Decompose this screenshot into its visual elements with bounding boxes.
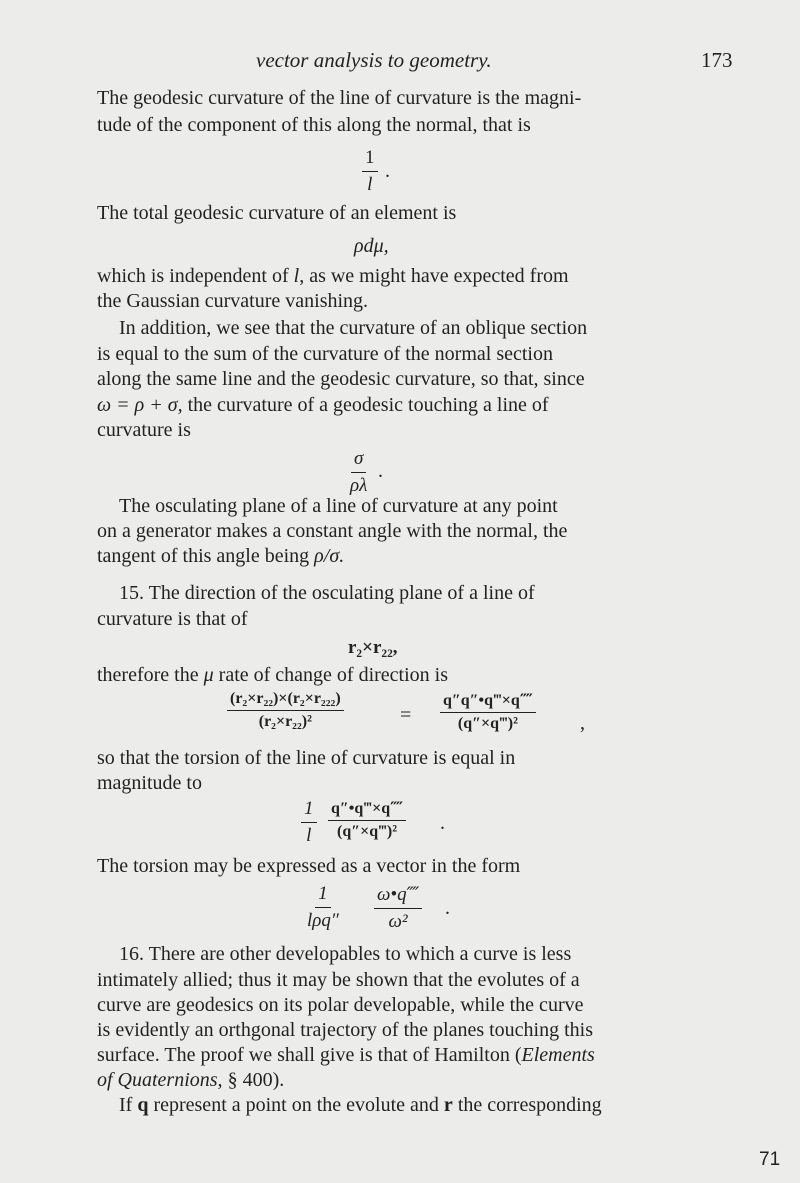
text-line: the Gaussian curvature vanishing. (97, 290, 369, 312)
text-span: which is independent of (97, 265, 294, 287)
text-line: intimately allied; thus it may be shown that the evolutes of a (97, 969, 580, 991)
text-line (97, 1045, 595, 1065)
equation-numerator: (r₂×r₂₂)×(r₂×r₂₂₂) (227, 690, 344, 711)
equation-numerator: q″•q‴×q⁗ (328, 798, 406, 821)
text-line (97, 1070, 284, 1090)
text-line: curvature is (97, 419, 191, 441)
text-line: along the same line and the geodesic curvature, so that, since (97, 368, 585, 390)
equation-4: r₂×r₂₂, (348, 637, 398, 658)
text-line (119, 1095, 602, 1115)
equation-denominator: ω² (388, 911, 408, 932)
equation-punctuation: . (385, 160, 390, 182)
running-title: vector analysis to geometry. (256, 48, 492, 72)
text-span: , as we might have expected from (299, 265, 569, 287)
math-symbol: r (443, 1094, 453, 1116)
text-line: tude of the component of this along the normal, that is (97, 114, 531, 136)
equation-7-factor (307, 883, 339, 932)
equation-punctuation: . (440, 812, 445, 834)
page-number: 173 (701, 48, 733, 72)
equation-punctuation: . (445, 897, 450, 919)
equation-equals: = (400, 704, 412, 726)
equation-denominator: l (306, 825, 312, 846)
text-line: curvature is that of (97, 608, 248, 630)
equation-1 (362, 147, 378, 196)
equation-numerator: 1 (362, 147, 378, 172)
equation-denominator: l (367, 174, 373, 195)
text-line (97, 266, 569, 286)
text-span: tangent of this angle being (97, 545, 315, 567)
equation-3 (350, 448, 367, 497)
equation-6-fraction (328, 798, 406, 841)
text-line: In addition, we see that the curvature of an oblique section (119, 317, 588, 339)
equation-5-left (227, 690, 344, 731)
text-line: The osculating plane of a line of curvature at any point (119, 495, 558, 517)
text-span: the corresponding (452, 1094, 602, 1116)
text-span: the curvature of a geodesic touching a line of (182, 394, 549, 416)
equation-denominator: (q″×q‴)² (337, 823, 398, 840)
text-span: surface. The proof we shall give is that of Hamilton ( (97, 1044, 522, 1066)
equation-numerator: 1 (301, 798, 317, 823)
text-line: The geodesic curvature of the line of curvature is the magni- (97, 87, 582, 109)
equation-denominator: (r₂×r₂₂)² (258, 713, 312, 730)
text-line (97, 395, 549, 415)
text-line: The torsion may be expressed as a vector in the form (97, 855, 521, 877)
equation-2: ρdμ, (354, 235, 389, 257)
equation-7-fraction (374, 883, 422, 933)
text-line: curve are geodesics on its polar developable, while the curve (97, 994, 584, 1016)
folio-number: 71 (759, 1149, 781, 1170)
equation-punctuation: , (580, 712, 585, 734)
text-span: therefore the (97, 664, 204, 686)
section-16-heading-line: 16. There are other developables to which a curve is less (119, 943, 572, 965)
text-line: so that the torsion of the line of curvature is equal in (97, 747, 516, 769)
book-title: of Quaternions, (97, 1069, 223, 1091)
text-line: on a generator makes a constant angle with the normal, the (97, 520, 568, 542)
equation-numerator: ω•q⁗ (374, 883, 422, 909)
math-symbol: q (137, 1094, 149, 1116)
math-symbol: l (293, 265, 300, 287)
equation-denominator: (q″×q‴)² (457, 715, 518, 732)
equation-numerator: σ (351, 448, 366, 473)
equation-6-factor (301, 798, 317, 847)
text-line: is evidently an orthgonal trajectory of the planes touching this (97, 1019, 593, 1041)
text-span: § 400). (222, 1069, 285, 1091)
text-line: The total geodesic curvature of an element is (97, 202, 457, 224)
equation-denominator: lρq″ (307, 910, 339, 931)
equation-punctuation: . (378, 460, 383, 482)
text-line (97, 665, 448, 685)
text-span: rate of change of direction is (213, 664, 449, 686)
text-span: represent a point on the evolute and (148, 1094, 444, 1116)
equation-numerator: q″q″•q‴×q⁗ (440, 690, 536, 713)
text-line: magnitude to (97, 772, 202, 794)
equation-numerator: 1 (315, 883, 331, 908)
section-15-heading-line: 15. The direction of the osculating plane of a line of (119, 582, 535, 604)
equation-5-right (440, 690, 536, 733)
text-line: is equal to the sum of the curvature of the normal section (97, 343, 553, 365)
text-line (97, 546, 344, 566)
book-title: Elements (521, 1044, 595, 1066)
text-span: If (119, 1094, 138, 1116)
math-inline: ω = ρ + σ, (97, 394, 183, 416)
equation-denominator: ρλ (350, 475, 368, 496)
math-symbol: μ (203, 664, 214, 686)
math-inline: ρ/σ. (314, 545, 345, 567)
